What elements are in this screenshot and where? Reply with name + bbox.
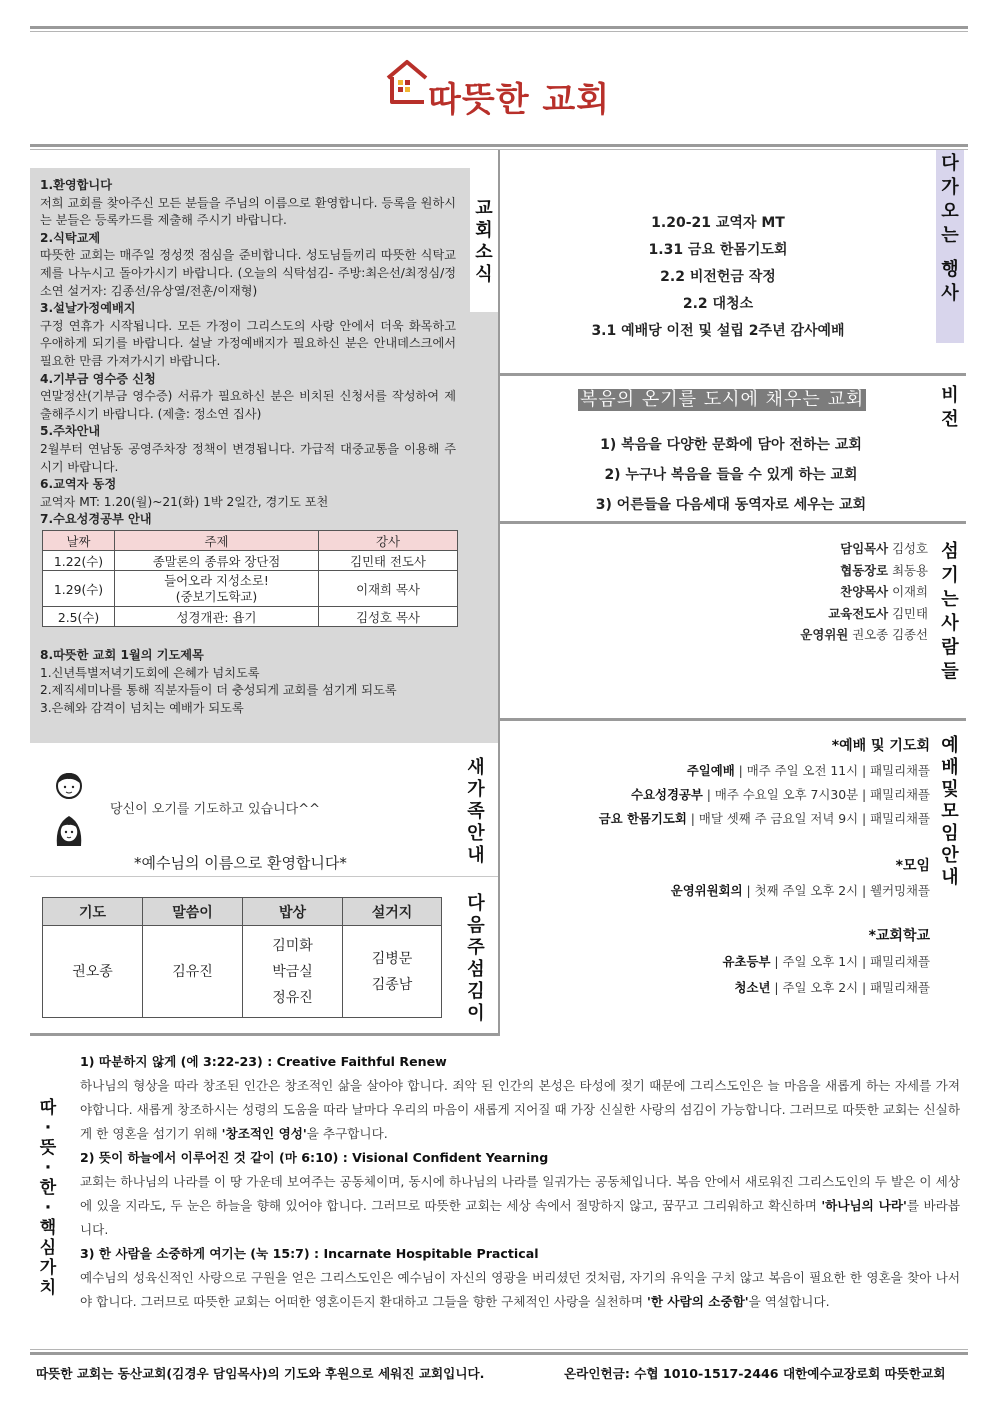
list-item: 운영위원 권오종 김종선	[800, 627, 928, 643]
servers-table	[42, 897, 442, 1018]
table-header: 날짜	[43, 531, 115, 551]
list-item: 운영위원회의 | 첫째 주일 오후 2시 | 웰커밍채플	[670, 883, 930, 898]
list-item: 2.제직세미나를 통해 직분자들이 더 충성되게 교회를 섬기게 되도록	[40, 683, 397, 698]
table-header: 주제	[115, 531, 319, 551]
table-row: 권오종 김유진 김미화 박금실 정유진 김병문 김종남	[43, 926, 442, 1018]
list-item: 1) 따분하지 않게 (에 3:22-23) : Creative Faithful Renew 하나님의 형상을 따라 창조된 인간은 창조적인 삶을 살아야 합니다. 죄악 된 인간의 본성은 타성에 젖기 때문에 그리스도인은 늘 마음을 새롭게 하는 자세를 가져야합니다. 새롭게 창조하시는 성령의 도움을 따라 날마다 우리의 마음이 새롭게 지어질 때 가장 신실한 사랑의 섬김이 가능합니다. 그러므로 따뜻한 교회는 신실하게 한 영혼을 섬기기 위해 '창조적인 영성'을 추구합니다.	[80, 1054, 960, 1141]
list-item: 3.은혜와 감격이 넘치는 예배가 되도록	[40, 700, 244, 715]
news-label: 교 회 소 식	[470, 168, 498, 312]
list-item: 2.2 대청소	[682, 296, 754, 312]
top-rule	[30, 26, 968, 29]
church-name: 따뜻한 교회	[428, 80, 611, 120]
house-icon	[384, 58, 430, 108]
events-list	[500, 210, 936, 345]
family-message: 당신이 오기를 기도하고 있습니다^^	[110, 802, 320, 817]
family-label: 새 가 족 안 내	[467, 757, 485, 866]
family-rule	[30, 876, 498, 877]
values-label: 따 · 뜻 · 한 · 핵 심 가 치	[39, 1098, 57, 1298]
news-item: 7.수요성경공부 안내	[40, 512, 152, 527]
list-item: 담임목사 김성호	[840, 541, 928, 556]
table-header: 말씀이	[143, 898, 243, 926]
worship-label: 예 배 및 모 임 안 내	[941, 735, 959, 888]
events-label: 다 가 오 는 행 사	[936, 150, 964, 343]
list-item: 교육전도사 김민태	[828, 605, 928, 621]
vision-title: 복음의 온기를 도시에 채우는 교회	[580, 389, 865, 410]
news-item: 2.식탁교제 따뜻한 교회는 매주일 정성껏 점심을 준비합니다. 성도님들끼리 따뜻한 식탁교제를 나누시고 돌아가시기 바랍니다. (오늘의 식탁섬김- 주방:최은선/최정심/정소연 설거자: 김종선/유상열/전훈/이재형)	[40, 230, 456, 298]
prayer-topics: 8.따뜻한 교회 1월의 기도제목 1.신년특별저녁기도회에 은혜가 넘치도록 2.제직세미나를 통해 직분자들이 더 충성되게 교회를 섬기게 되도록 3.은혜와 감격이 넘치는 예배가 되도록	[40, 647, 460, 717]
news-item: 6.교역자 동정 교역자 MT: 1.20(월)~21(화) 1박 2일간, 경기도 포천	[40, 477, 329, 509]
list-item: 3.1 예배당 이전 및 설립 2주년 감사예배	[591, 323, 845, 339]
table-header: 설거지	[343, 898, 442, 926]
list-item: 1.신년특별저녁기도회에 은혜가 넘치도록	[40, 665, 260, 680]
church-logo	[384, 58, 624, 118]
news-item: 4.기부금 영수증 신청 연말정산(기부금 영수증) 서류가 필요하신 분은 비치된 신청서를 작성하여 제출해주시기 바랍니다. (제출: 정소연 집사)	[40, 371, 456, 421]
serve-label: 다 음 주 섬 김 이	[467, 893, 485, 1024]
list-item: 협동장로 최동용	[840, 562, 928, 578]
footer-note: 따뜻한 교회는 동산교회(김경우 담임목사)의 기도와 후원으로 세워진 교회입니다.	[36, 1366, 485, 1381]
list-item: 2.2 비전헌금 작정	[660, 269, 776, 285]
list-item: 1) 복음을 다양한 문화에 담아 전하는 교회	[600, 437, 862, 453]
table-row: 2.5(수) 성경개관: 욥기 김성호 목사	[43, 607, 458, 627]
vision-list	[500, 430, 962, 520]
events-rule	[500, 373, 966, 376]
news-list	[40, 177, 456, 529]
list-item: 1.20-21 교역자 MT	[651, 215, 785, 231]
list-item: 수요성경공부 | 매주 수요일 오후 7시30분 | 패밀리채플	[631, 787, 930, 802]
footer-rule-thin	[30, 1349, 968, 1350]
news-item: 1.환영합니다 저희 교회를 찾아주신 모든 분들을 주님의 이름으로 환영합니다. 등록을 원하시는 분들은 등록카드를 제출해 주시기 바랍니다.	[40, 178, 456, 228]
table-row: 1.22(수) 종말론의 종류와 장단점 김민태 전도사	[43, 551, 458, 571]
staff-list	[520, 538, 928, 646]
list-item: 2) 뜻이 하늘에서 이루어진 것 같이 (마 6:10) : Visional Confident Yearning 교회는 하나님의 나라를 이 땅 가운데 보여주는 공동체이며, 동시에 하나님의 나라를 일궈가는 공동체입니다. 복음 안에서 새로워진 그리스도인의 두 발은 이 세상에 있을 지라도, 두 눈은 하늘을 향해 있어야 합니다. 그러므로 따뜻한 교회는 세상 속에서 절망하지 않고, 꿈꾸고 그리워하고 확신하며 '하나님의 나라'를 바라봅니다.	[80, 1150, 960, 1237]
footer-offering: 온라인헌금: 수협 1010-1517-2446 대한예수교장로회 따뜻한교회	[564, 1366, 946, 1381]
table-header: 기도	[43, 898, 143, 926]
table-header: 강사	[319, 531, 458, 551]
list-item: 3) 한 사람을 소중하게 여기는 (눅 15:7) : Incarnate Hospitable Practical 예수님의 성육신적인 사랑으로 구원을 얻은 그리스도인은 예수님이 자신의 영광을 버리셨던 것처럼, 자기의 유익을 구치 않고 복음이 필요한 한 영혼을 찾아 나서야 합니다. 그러므로 따뜻한 교회는 어떠한 영혼이든지 환대하고 그들을 향한 구체적인 사랑을 실천하며 '한 사람의 소중함'을 역설합니다.	[80, 1246, 960, 1309]
people-label: 섬 기 는 사 람 들	[941, 541, 959, 682]
girl-avatar-icon	[54, 812, 84, 848]
news-item: 5.주차안내 2월부터 연남동 공영주차장 정책이 변경됩니다. 가급적 대중교통을 이용해 주시기 바랍니다.	[40, 424, 456, 474]
list-item: 주일예배 | 매주 주일 오전 11시 | 패밀리채플	[686, 763, 930, 778]
list-item: 1.31 금요 한몸기도회	[648, 242, 788, 258]
news-item: 3.설날가정예배지 구정 연휴가 시작됩니다. 모든 가정이 그리스도의 사랑 안에서 더욱 화목하고 우애하게 되기를 바랍니다. 설날 가정예배지가 필요하신 분은 안내데스크에서 필요한 만큼 가져가시기 바랍니다.	[40, 301, 456, 368]
top-rule-thin	[30, 31, 968, 32]
list-item: 청소년 | 주일 오후 2시 | 패밀리채플	[734, 980, 930, 995]
list-item: 3) 어른들을 다음세대 동역자로 세우는 교회	[595, 497, 867, 513]
people-rule	[500, 718, 966, 721]
table-row: 1.29(수) 들어오라 지성소로! (중보기도학교) 이재희 목사	[43, 571, 458, 607]
list-item: 2) 누구나 복음을 들을 수 있게 하는 교회	[604, 467, 858, 483]
boy-avatar-icon	[54, 768, 84, 804]
table-header: 밥상	[243, 898, 343, 926]
list-item: 유초등부 | 주일 오후 1시 | 패밀리채플	[722, 954, 930, 969]
list-item: 금요 한몸기도회 | 매달 셋째 주 금요일 저녁 9시 | 패밀리채플	[598, 811, 930, 826]
vision-label: 비 전	[941, 385, 959, 430]
vision-rule	[500, 521, 966, 524]
bible-study-table	[42, 530, 458, 627]
core-values	[80, 1050, 960, 1314]
serve-rule	[30, 1033, 500, 1036]
header-rule	[30, 144, 968, 147]
family-welcome: *예수님의 이름으로 환영합니다*	[134, 854, 347, 872]
worship-schedule: *예배 및 기도회 주일예배 | 매주 주일 오전 11시 | 패밀리채플 수요성경공부 | 매주 수요일 오후 7시30분 | 패밀리채플 금요 한몸기도회 | 매달 셋째 주 금요일 저녁 9시 | 패밀리채플 *모임 운영위원회의 | 첫째 주일 오후 2시 | 웰커밍채플 *교회학교 유초등부 | 주일 오후 1시 | 패밀리채플 청소년 | 주일 오후 2시 | 패밀리채플	[510, 733, 930, 1001]
footer-rule	[30, 1352, 968, 1355]
list-item: 찬양목사 이재희	[840, 584, 928, 600]
